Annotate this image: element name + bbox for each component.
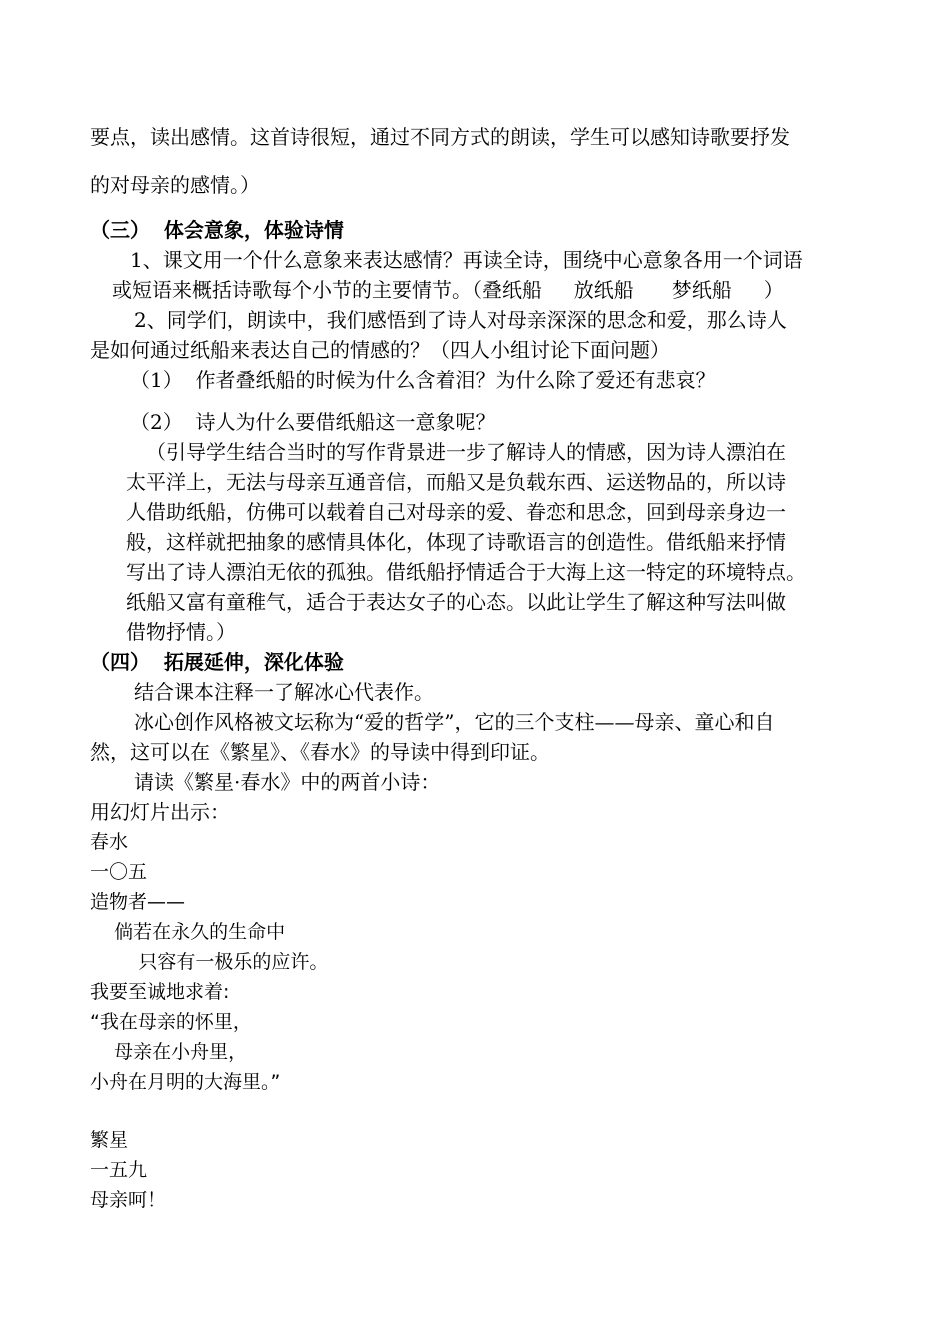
- question-line: 或短语来概括诗歌每个小节的主要情节。（叠纸船 放纸船 梦纸船 ）: [112, 278, 784, 302]
- poem-line: 母亲呵！: [90, 1189, 167, 1211]
- poem-line: “我在母亲的怀里，: [90, 1011, 252, 1033]
- section-heading: （四） 拓展延伸，深化体验: [90, 650, 344, 674]
- poem-line: 倘若在永久的生命中: [90, 921, 286, 943]
- poem-number: 一〇五: [90, 861, 148, 883]
- guide-line: 纸船又富有童稚气，适合于表达女子的心态。以此让学生了解这种写法叫做: [126, 590, 786, 614]
- paragraph-line: 请读《繁星·春水》中的两首小诗：: [134, 770, 441, 794]
- guide-line: 借物抒情。）: [126, 620, 236, 644]
- poem-line: 母亲在小舟里，: [90, 1041, 248, 1063]
- paragraph-line: 然，这可以在《繁星》、《春水》的导读中得到印证。: [90, 740, 550, 764]
- question-line: 1、课文用一个什么意象来表达感情？再读全诗，围绕中心意象各用一个词语: [130, 248, 803, 272]
- guide-line: 人借助纸船，仿佛可以载着自己对母亲的爱、眷恋和思念，回到母亲身边一: [126, 500, 786, 524]
- poem-line: 造物者——: [90, 891, 186, 913]
- poem-line: 小舟在月明的大海里。”: [90, 1071, 281, 1093]
- poem-title: 春水: [90, 831, 129, 853]
- question-line: 是如何通过纸船来表达自己的情感的？（四人小组讨论下面问题）: [90, 338, 670, 362]
- guide-line: 般，这样就把抽象的感情具体化，体现了诗歌语言的创造性。借纸船来抒情: [126, 530, 786, 554]
- poem-line: 只容有一极乐的应许。: [90, 951, 329, 973]
- paragraph-line: 要点，读出感情。这首诗很短，通过不同方式的朗读，学生可以感知诗歌要抒发: [90, 125, 790, 149]
- guide-line: 写出了诗人漂泊无依的孤独。借纸船抒情适合于大海上这一特定的环境特点。: [126, 560, 806, 584]
- paragraph-line: 冰心创作风格被文坛称为“爱的哲学”，它的三个支柱——母亲、童心和自: [134, 710, 775, 734]
- poem-number: 一五九: [90, 1159, 148, 1181]
- paragraph-line: 的对母亲的感情。）: [90, 173, 260, 197]
- sub-question: （1） 作者叠纸船的时候为什么含着泪？为什么除了爱还有悲哀？: [130, 368, 716, 392]
- guide-line: 太平洋上，无法与母亲互通音信，而船又是负载东西、运送物品的，所以诗: [126, 470, 786, 494]
- section-heading: （三） 体会意象，体验诗情: [90, 218, 344, 242]
- poem-line: 我要至诚地求着:: [90, 981, 230, 1003]
- paragraph-line: 用幻灯片出示：: [90, 800, 230, 824]
- question-line: 2、同学们，朗读中，我们感悟到了诗人对母亲深深的思念和爱，那么诗人: [134, 308, 787, 332]
- poem-title: 繁星: [90, 1129, 129, 1151]
- paragraph-line: 结合课本注释一了解冰心代表作。: [134, 680, 434, 704]
- guide-line: （引导学生结合当时的写作背景进一步了解诗人的情感，因为诗人漂泊在: [146, 440, 786, 464]
- sub-question: （2） 诗人为什么要借纸船这一意象呢？: [130, 410, 496, 434]
